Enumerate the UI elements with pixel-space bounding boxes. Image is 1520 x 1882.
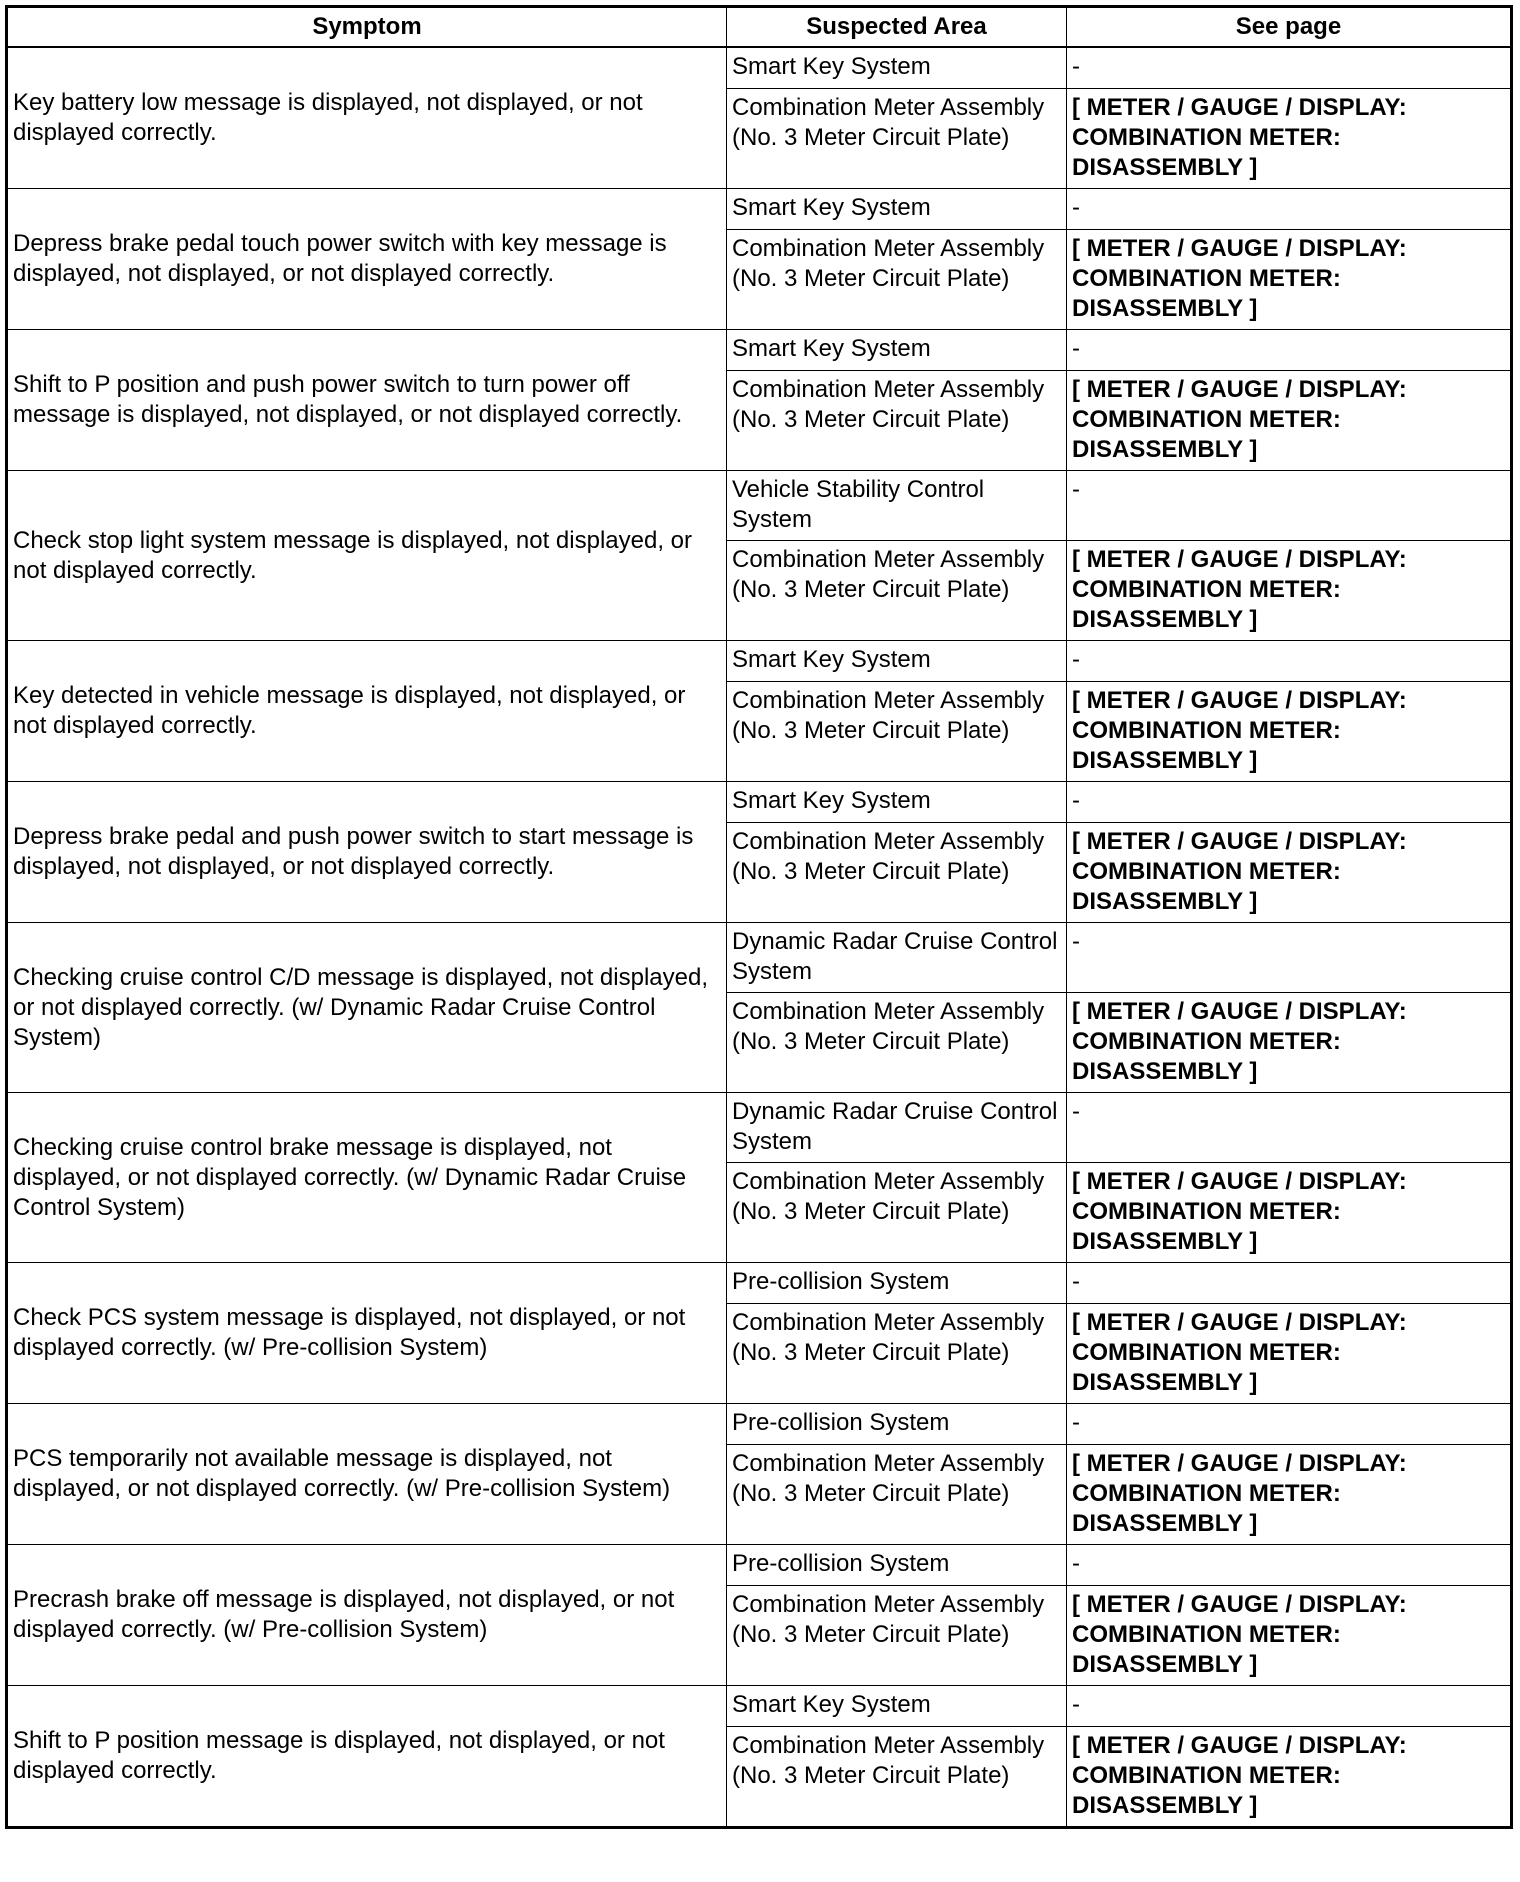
suspected-area-cell: Pre-collision System xyxy=(727,1263,1067,1304)
see-page-cell: - xyxy=(1067,330,1512,371)
suspected-area-cell: Combination Meter Assembly (No. 3 Meter Circuit Plate) xyxy=(727,230,1067,330)
suspected-area-cell: Combination Meter Assembly (No. 3 Meter Circuit Plate) xyxy=(727,1586,1067,1686)
header-see-page: See page xyxy=(1067,7,1512,48)
see-page-cell: - xyxy=(1067,1545,1512,1586)
symptom-cell: Check stop light system message is displayed, not displayed, or not displayed correctly. xyxy=(7,471,727,641)
table-row xyxy=(7,1093,1512,1163)
symptom-cell: Shift to P position and push power switch to turn power off message is displayed, not displayed, or not displayed correctly. xyxy=(7,330,727,471)
symptom-cell: Checking cruise control C/D message is displayed, not displayed, or not displayed correctly. (w/ Dynamic Radar Cruise Control System) xyxy=(7,923,727,1093)
table-row xyxy=(7,189,1512,230)
suspected-area-cell: Combination Meter Assembly (No. 3 Meter Circuit Plate) xyxy=(727,371,1067,471)
suspected-area-cell: Combination Meter Assembly (No. 3 Meter Circuit Plate) xyxy=(727,1304,1067,1404)
see-page-cell: - xyxy=(1067,1686,1512,1727)
table-header-row xyxy=(7,7,1512,48)
symptom-cell: Check PCS system message is displayed, not displayed, or not displayed correctly. (w/ Pre-collision System) xyxy=(7,1263,727,1404)
suspected-area-cell: Combination Meter Assembly (No. 3 Meter Circuit Plate) xyxy=(727,1445,1067,1545)
see-page-cell: - xyxy=(1067,47,1512,89)
see-page-reference: [ METER / GAUGE / DISPLAY: COMBINATION METER: DISASSEMBLY ] xyxy=(1067,1586,1512,1686)
symptom-cell: Depress brake pedal touch power switch with key message is displayed, not displayed, or not displayed correctly. xyxy=(7,189,727,330)
table-row xyxy=(7,330,1512,371)
header-symptom: Symptom xyxy=(7,7,727,48)
symptom-cell: Precrash brake off message is displayed, not displayed, or not displayed correctly. (w/ Pre-collision System) xyxy=(7,1545,727,1686)
symptom-cell: Checking cruise control brake message is displayed, not displayed, or not displayed correctly. (w/ Dynamic Radar Cruise Control System) xyxy=(7,1093,727,1263)
suspected-area-cell: Smart Key System xyxy=(727,782,1067,823)
table-row xyxy=(7,923,1512,993)
table-row xyxy=(7,782,1512,823)
symptom-table xyxy=(5,5,1513,1829)
see-page-cell: - xyxy=(1067,1404,1512,1445)
suspected-area-cell: Combination Meter Assembly (No. 3 Meter Circuit Plate) xyxy=(727,682,1067,782)
see-page-reference: [ METER / GAUGE / DISPLAY: COMBINATION METER: DISASSEMBLY ] xyxy=(1067,682,1512,782)
see-page-reference: [ METER / GAUGE / DISPLAY: COMBINATION METER: DISASSEMBLY ] xyxy=(1067,1304,1512,1404)
symptom-cell: Key detected in vehicle message is displayed, not displayed, or not displayed correctly. xyxy=(7,641,727,782)
suspected-area-cell: Smart Key System xyxy=(727,330,1067,371)
table-body xyxy=(7,47,1512,1828)
symptom-cell: Depress brake pedal and push power switch to start message is displayed, not displayed, or not displayed correctly. xyxy=(7,782,727,923)
symptom-cell: PCS temporarily not available message is displayed, not displayed, or not displayed correctly. (w/ Pre-collision System) xyxy=(7,1404,727,1545)
see-page-reference: [ METER / GAUGE / DISPLAY: COMBINATION METER: DISASSEMBLY ] xyxy=(1067,89,1512,189)
table-row xyxy=(7,1686,1512,1727)
suspected-area-cell: Combination Meter Assembly (No. 3 Meter Circuit Plate) xyxy=(727,1163,1067,1263)
table-row xyxy=(7,1263,1512,1304)
symptom-cell: Key battery low message is displayed, not displayed, or not displayed correctly. xyxy=(7,47,727,189)
see-page-cell: - xyxy=(1067,1263,1512,1304)
suspected-area-cell: Dynamic Radar Cruise Control System xyxy=(727,1093,1067,1163)
see-page-cell: - xyxy=(1067,641,1512,682)
suspected-area-cell: Combination Meter Assembly (No. 3 Meter Circuit Plate) xyxy=(727,993,1067,1093)
suspected-area-cell: Combination Meter Assembly (No. 3 Meter Circuit Plate) xyxy=(727,541,1067,641)
suspected-area-cell: Pre-collision System xyxy=(727,1545,1067,1586)
suspected-area-cell: Dynamic Radar Cruise Control System xyxy=(727,923,1067,993)
table-row xyxy=(7,641,1512,682)
suspected-area-cell: Smart Key System xyxy=(727,641,1067,682)
header-suspected-area: Suspected Area xyxy=(727,7,1067,48)
see-page-reference: [ METER / GAUGE / DISPLAY: COMBINATION METER: DISASSEMBLY ] xyxy=(1067,1163,1512,1263)
see-page-reference: [ METER / GAUGE / DISPLAY: COMBINATION METER: DISASSEMBLY ] xyxy=(1067,1445,1512,1545)
table-row xyxy=(7,471,1512,541)
document-page xyxy=(5,5,1510,1829)
suspected-area-cell: Vehicle Stability Control System xyxy=(727,471,1067,541)
suspected-area-cell: Combination Meter Assembly (No. 3 Meter Circuit Plate) xyxy=(727,823,1067,923)
see-page-cell: - xyxy=(1067,923,1512,993)
see-page-reference: [ METER / GAUGE / DISPLAY: COMBINATION METER: DISASSEMBLY ] xyxy=(1067,1727,1512,1828)
see-page-reference: [ METER / GAUGE / DISPLAY: COMBINATION METER: DISASSEMBLY ] xyxy=(1067,371,1512,471)
suspected-area-cell: Smart Key System xyxy=(727,47,1067,89)
see-page-cell: - xyxy=(1067,782,1512,823)
see-page-cell: - xyxy=(1067,189,1512,230)
suspected-area-cell: Pre-collision System xyxy=(727,1404,1067,1445)
see-page-reference: [ METER / GAUGE / DISPLAY: COMBINATION METER: DISASSEMBLY ] xyxy=(1067,823,1512,923)
see-page-cell: - xyxy=(1067,1093,1512,1163)
suspected-area-cell: Combination Meter Assembly (No. 3 Meter Circuit Plate) xyxy=(727,89,1067,189)
table-row xyxy=(7,47,1512,89)
suspected-area-cell: Smart Key System xyxy=(727,189,1067,230)
see-page-reference: [ METER / GAUGE / DISPLAY: COMBINATION METER: DISASSEMBLY ] xyxy=(1067,230,1512,330)
suspected-area-cell: Combination Meter Assembly (No. 3 Meter Circuit Plate) xyxy=(727,1727,1067,1828)
suspected-area-cell: Smart Key System xyxy=(727,1686,1067,1727)
see-page-reference: [ METER / GAUGE / DISPLAY: COMBINATION METER: DISASSEMBLY ] xyxy=(1067,541,1512,641)
symptom-cell: Shift to P position message is displayed, not displayed, or not displayed correctly. xyxy=(7,1686,727,1828)
see-page-cell: - xyxy=(1067,471,1512,541)
table-row xyxy=(7,1404,1512,1445)
table-row xyxy=(7,1545,1512,1586)
see-page-reference: [ METER / GAUGE / DISPLAY: COMBINATION METER: DISASSEMBLY ] xyxy=(1067,993,1512,1093)
